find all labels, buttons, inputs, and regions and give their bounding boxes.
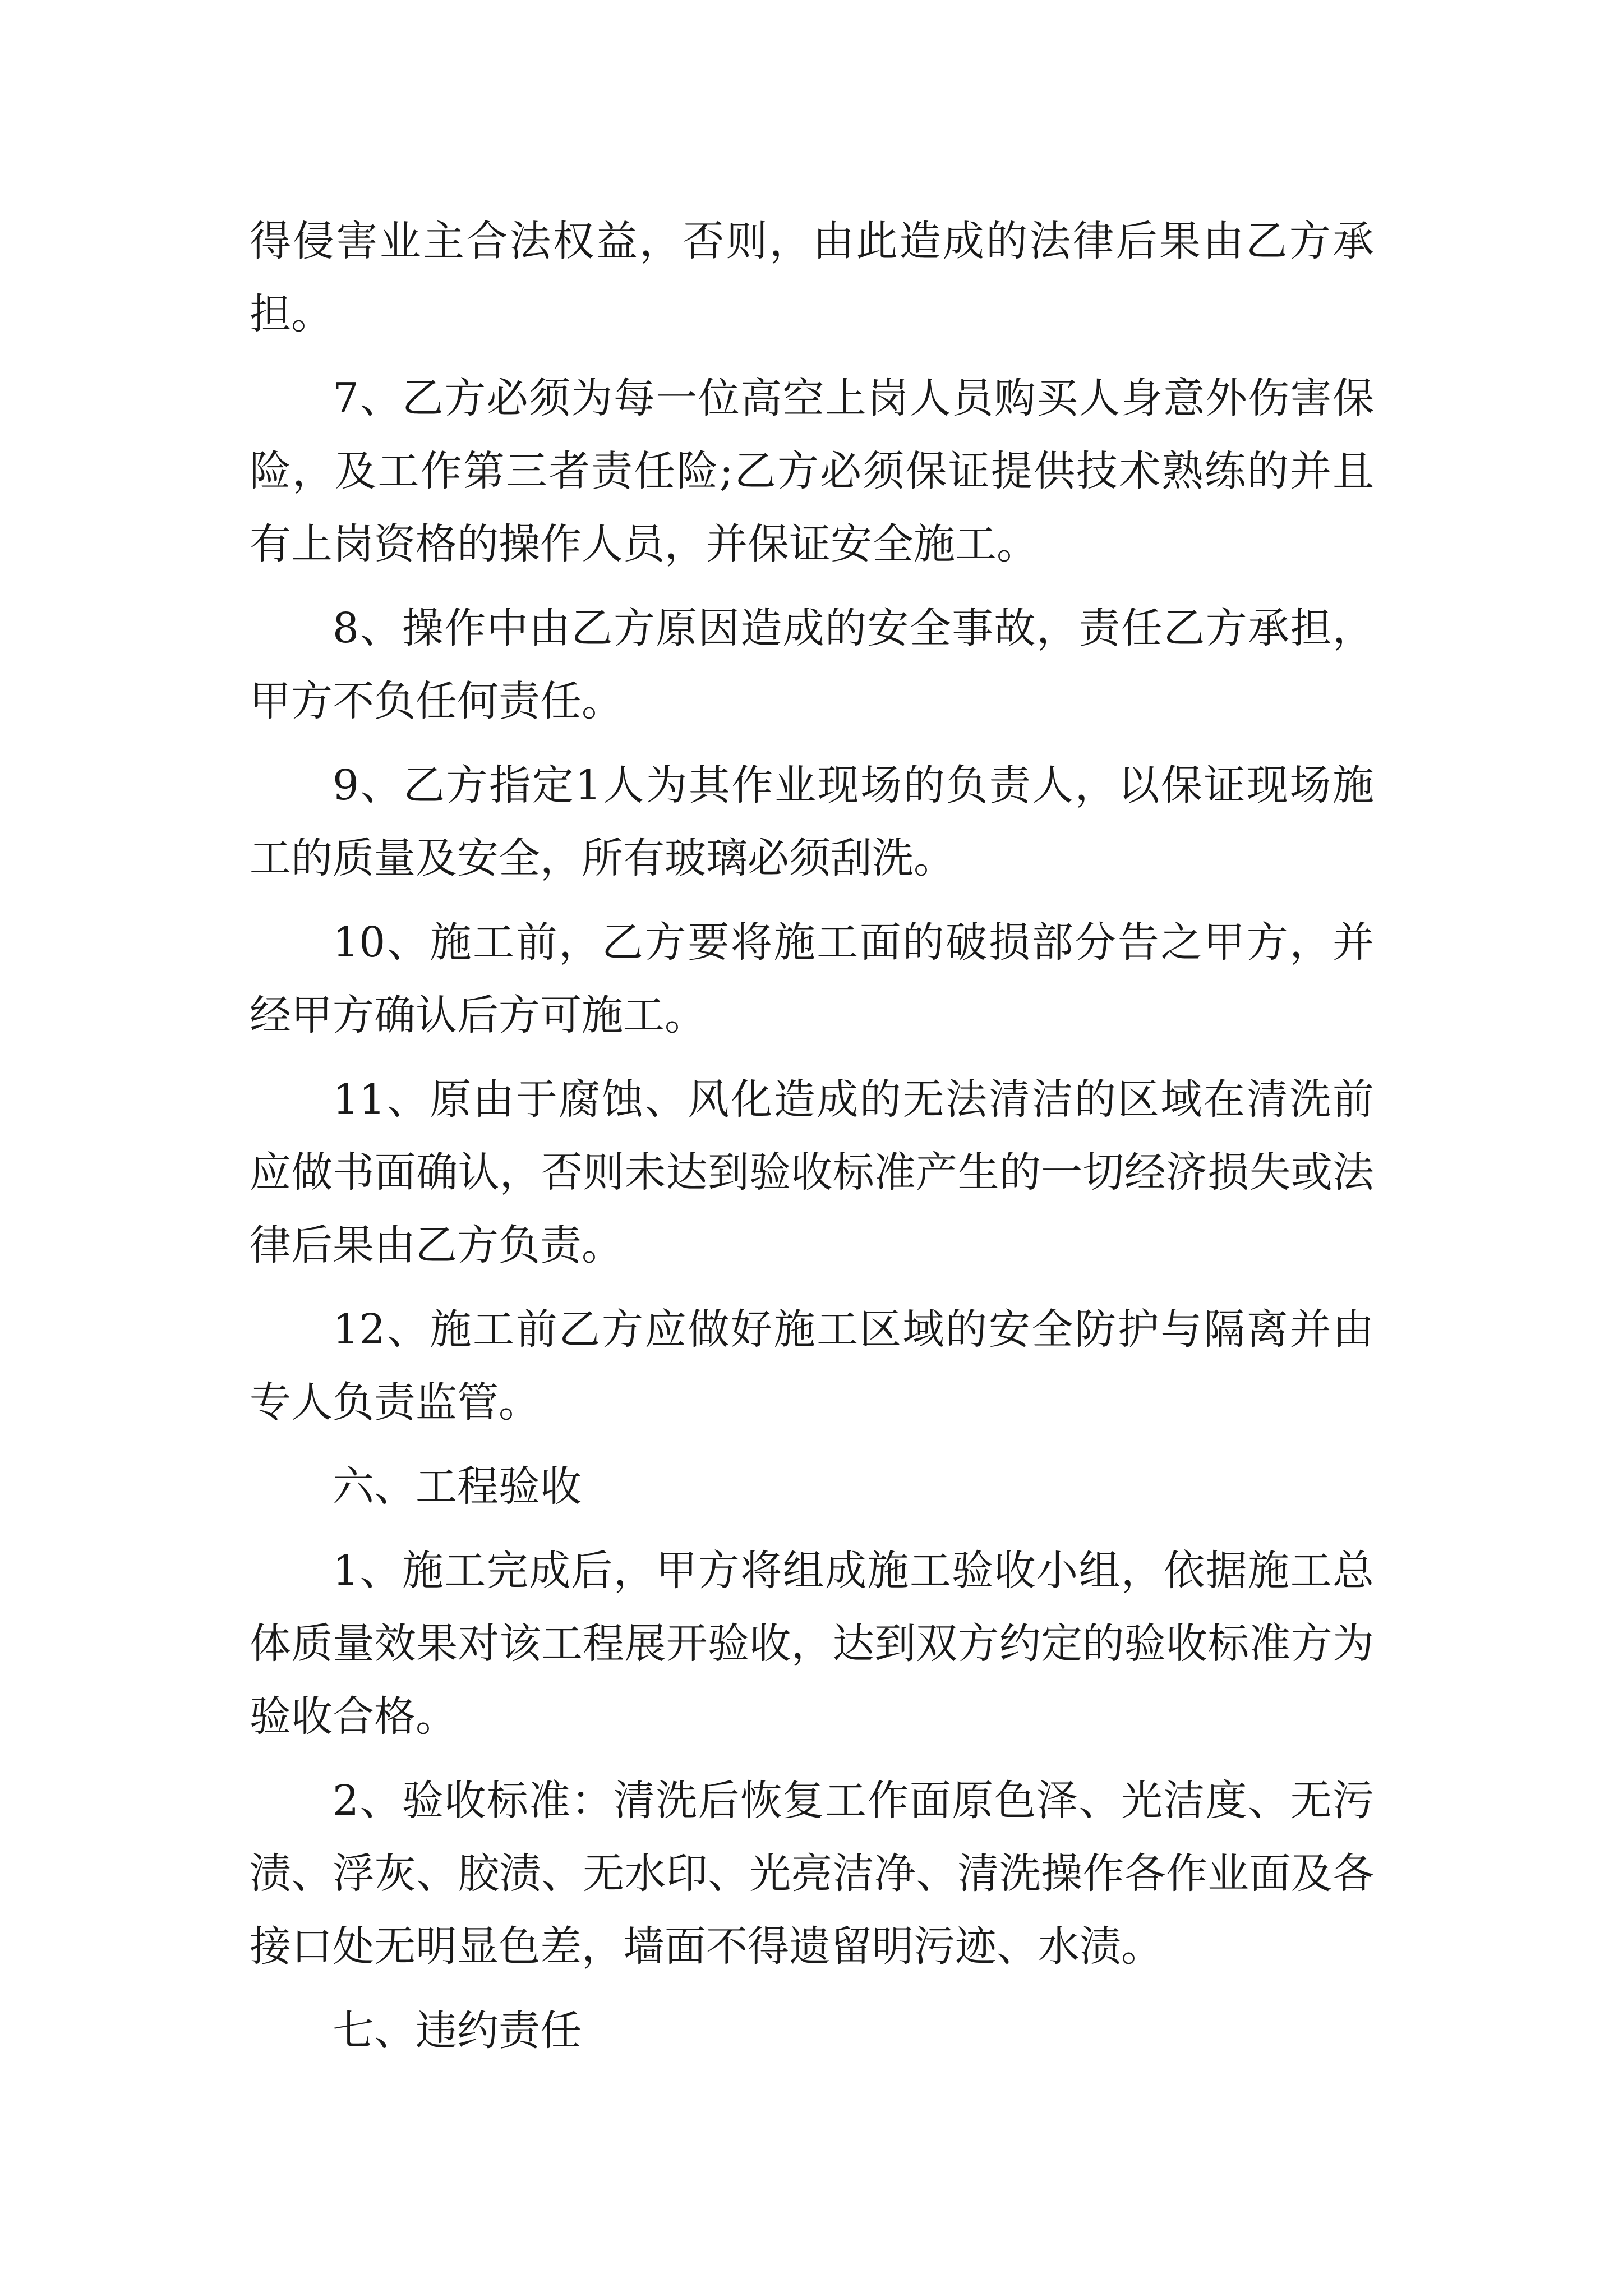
paragraph-item-12: 12、施工前乙方应做好施工区域的安全防护与隔离并由专人负责监管。 [250,1305,1374,1427]
paragraph-item-8: 8、操作中由乙方原因造成的安全事故，责任乙方承担，甲方不负任何责任。 [250,604,1374,725]
paragraph-item-11: 11、原由于腐蚀、风化造成的无法清洁的区域在清洗前应做书面确认，否则未达到验收标准产生的一切经济损失或法律后果由乙方负责。 [250,1075,1374,1269]
section-heading-acceptance: 六、工程验收 [333,1462,582,1511]
document-body [250,205,1374,2078]
paragraph-acceptance-2: 2、验收标准：清洗后恢复工作面原色泽、光洁度、无污渍、浮灰、胶渍、无水印、光亮洁净、清洗操作各作业面及各接口处无明显色差，墙面不得遗留明污迹、水渍。 [250,1777,1374,1971]
paragraph-continuation: 得侵害业主合法权益，否则，由此造成的法律后果由乙方承担。 [250,217,1374,338]
paragraph-acceptance-1: 1、施工完成后，甲方将组成施工验收小组，依据施工总体质量效果对该工程展开验收，达到双方约定的验收标准方为验收合格。 [250,1547,1374,1741]
section-heading-liability: 七、违约责任 [333,2007,582,2055]
paragraph-item-10: 10、施工前，乙方要将施工面的破损部分告之甲方，并经甲方确认后方可施工。 [250,918,1374,1039]
paragraph-item-9: 9、乙方指定1人为其作业现场的负责人，以保证现场施工的质量及安全，所有玻璃必须刮洗。 [250,761,1374,882]
paragraph-item-7: 7、乙方必须为每一位高空上岗人员购买人身意外伤害保险，及工作第三者责任险;乙方必须保证提供技术熟练的并且有上岗资格的操作人员，并保证安全施工。 [250,374,1374,568]
